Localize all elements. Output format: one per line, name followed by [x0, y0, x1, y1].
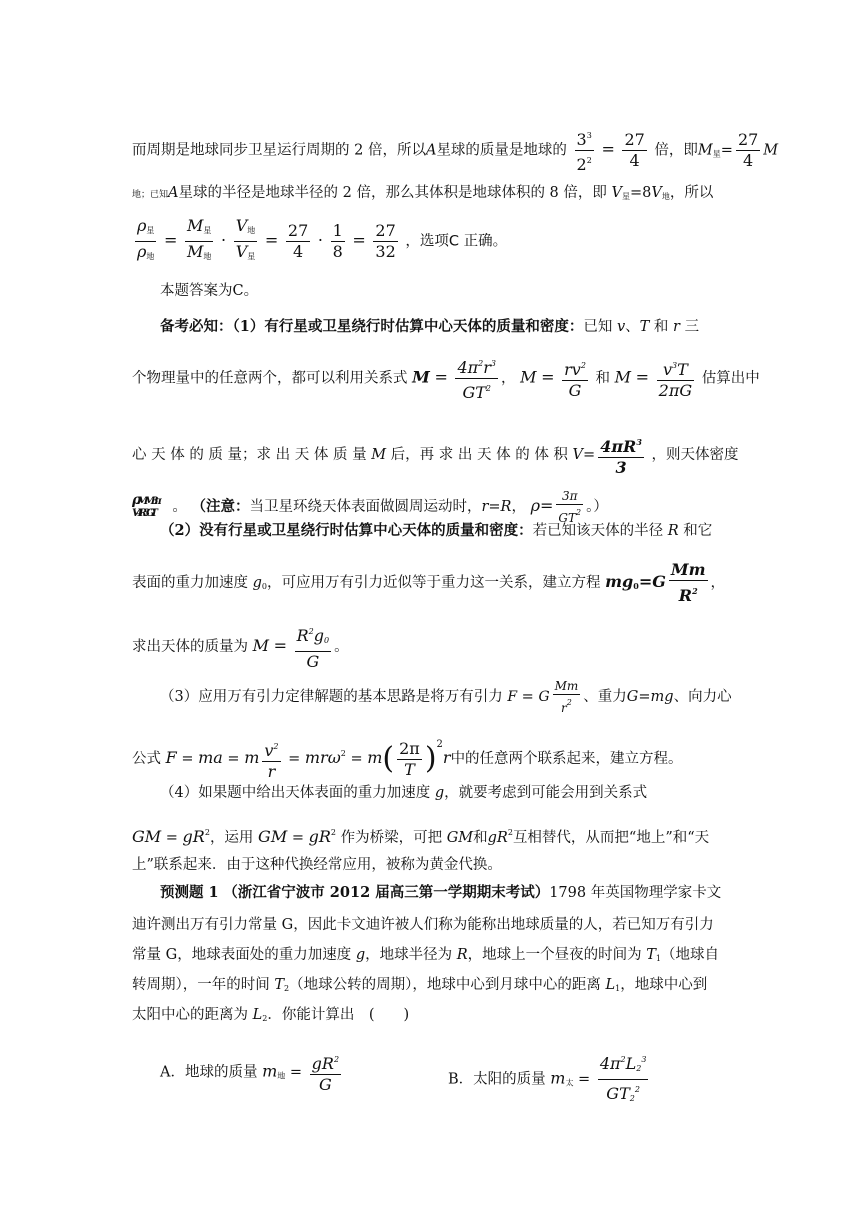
text: 心 天 体 的 质 量；求 出 天 体 质 量	[132, 447, 367, 463]
label: （注意：	[191, 498, 250, 515]
formula-fraction: $\frac{3^3}{2^2}$	[575, 126, 594, 175]
formula-fraction: $\frac{27}{32}$	[375, 221, 396, 261]
text: 上”联系起来．由于这种代换经常应用，被称为黄金代换。	[132, 857, 502, 873]
text: 迪许测出万有引力常量 G，因此卡文迪许被人们称为能称出地球质量的人，若已知万有引力	[132, 917, 714, 933]
text: 和	[595, 370, 611, 387]
text: （地球自	[661, 947, 720, 963]
text: ，运用	[209, 830, 254, 846]
text: 倍，即	[654, 142, 698, 159]
text: 和	[473, 830, 488, 846]
text: （3）应用万有引力定律解题的基本思路是将万有引力	[160, 689, 503, 705]
paragraph-line: 表面的重力加速度 $g_0$，可应用万有引力近似等于重力这一关系，建立方程 $mg_0=G$ $\frac{Mm}{R^2}$ ，	[132, 560, 726, 605]
text: （4）如果题中给出天体表面的重力加速度	[160, 785, 431, 801]
text: 当卫星环绕天体表面做圆周运动时，	[249, 499, 482, 515]
formula-fraction: $\frac{27}{4}$	[624, 130, 645, 170]
formula-fraction: $\frac{2\pi}{T}$	[399, 738, 420, 779]
text: 。）	[586, 499, 608, 515]
question-label: 预测题 1	[160, 884, 219, 901]
formula-fraction: $\frac{v^3T}{2\pi G}$	[657, 356, 694, 401]
formula-fraction: $\frac{27}{4}$	[737, 130, 759, 170]
option-b: B．太阳的质量 $m_太$ = $\frac{4\pi^2L_2^3}{GT_2^2}$	[448, 1050, 730, 1109]
text: 个物理量中的任意两个，都可以利用关系式	[132, 370, 408, 387]
formula-fraction: $\frac{3\pi}{GT^2}$	[558, 489, 582, 525]
formula-fraction: $\frac{rv^2}{G}$	[562, 356, 588, 401]
question-line	[160, 882, 730, 904]
paragraph-line: 个物理量中的任意两个，都可以利用关系式 M = $\frac{4\pi^2r^3}{GT^2}$ ， M = $\frac{rv^2}{G}$ 和 M = $\frac{v^3T}{2\pi G}$ 估算出中	[132, 354, 730, 403]
paragraph-line	[132, 854, 730, 876]
text: 公式	[132, 751, 161, 767]
formula-fraction: $\frac{R^2g_0}{G}$	[295, 622, 331, 672]
text: 、向力心	[673, 689, 732, 705]
text: 星球的质量是地球的	[436, 142, 567, 159]
heading: （2）没有行星或卫星绕行时估算中心天体的质量和密度：	[160, 522, 533, 539]
text: 互相替代，从而把“地上”和“天	[512, 830, 710, 846]
text: ，地球中心到	[620, 977, 708, 993]
paragraph-line: ρMM3π V4R3GT 。 （注意：当卫星环绕天体表面做圆周运动时，r=R， ρ= $\frac{3\pi}{GT^2}$ 。）	[132, 489, 608, 525]
text: ，可应用万有引力近似等于重力这一关系，建立方程	[267, 575, 601, 591]
answer-line	[160, 280, 730, 302]
paragraph-line: （4）如果题中给出天体表面的重力加速度 g，就要考虑到可能会用到关系式	[160, 785, 648, 801]
option-label: A．地球的质量	[160, 1064, 258, 1081]
text: 三	[684, 319, 700, 335]
question-line: 转周期），一年的时间 $T_2$（地球公转的周期），地球中心到月球中心的距离 $L_1$，地球中心到	[132, 977, 708, 993]
text: 估算出中	[701, 370, 760, 387]
text: ，则天体密度	[651, 447, 739, 463]
text: 常量 G，地球表面处的重力加速度	[132, 947, 352, 963]
formula-fraction: $\frac{\rho_星}{\rho_地}$	[137, 216, 155, 261]
text: 若已知该天体的半径	[532, 523, 664, 539]
formula-line: $\frac{\rho_星}{\rho_地}$ = $\frac{M_星}{M_地}$ · $\frac{V_地}{V_星}$ = $\frac{27}{4}$ · $\frac{1}{8}$ = $\frac{27}{32}$ ，选项C 正确。	[132, 216, 730, 267]
paragraph-line: 求出天体的质量为 M = $\frac{R^2g_0}{G}$ 。	[132, 622, 730, 672]
paragraph-line: 地；已知A星球的半径是地球半径的 2 倍，那么其体积是地球体积的 8 倍，即 $V_星=8V_地$，所以	[132, 185, 714, 201]
text: 中的任意两个联系起来，建立方程。	[450, 751, 683, 767]
paragraph-line: 心 天 体 的 质 量；求 出 天 体 质 量 M 后，再 求 出 天 体 的 体 积 V= $\frac{4\pi R^3}{3}$ ，则天体密度	[132, 432, 730, 478]
text: 表面的重力加速度	[132, 575, 248, 591]
formula-fraction: $\frac{gR^2}{G}$	[310, 1050, 341, 1095]
text: ，地球半径为	[365, 947, 453, 963]
text: 1798 年英国物理学家卡文	[549, 885, 722, 901]
formula-fraction: $\frac{27}{4}$	[287, 221, 309, 261]
text: ，地球上一个昼夜的时间为	[467, 947, 642, 963]
text: ，就要考虑到可能会用到关系式	[444, 785, 648, 801]
paragraph-line: 而周期是地球同步卫星运行周期的 2 倍，所以A星球的质量是地球的 $\frac{3^3}{2^2}$ = $\frac{27}{4}$ 倍，即$M_星=$ $\frac{27}{4}$ M	[132, 126, 730, 175]
formula-fraction: $\frac{4\pi^2r^3}{GT^2}$	[455, 354, 498, 403]
heading: （1）有行星或卫星绕行时估算中心天体的质量和密度：	[232, 318, 584, 335]
formula-fraction: $\frac{1}{8}$	[332, 221, 343, 261]
formula-fraction: $\frac{v^2}{r}$	[262, 737, 280, 782]
formula-fraction: $\frac{Mm}{R^2}$	[670, 560, 706, 605]
text: 和它	[683, 523, 713, 539]
question-source: （浙江省宁波市 2012 届高三第一学期期末考试）	[223, 884, 550, 901]
question-line: 太阳中心的距离为 $L_2$．你能计算出 ( )	[132, 1007, 410, 1023]
option-a: A．地球的质量 $m_地$ = $\frac{gR^2}{G}$	[160, 1050, 730, 1095]
text: 后，再 求 出 天 体 的 体 积	[390, 447, 568, 463]
formula-fraction: $\frac{M_星}{M_地}$	[187, 216, 212, 261]
text: 已知	[583, 319, 613, 335]
text: 本题答案为C。	[160, 283, 259, 299]
question-line	[132, 914, 730, 936]
text: 地；已知	[132, 190, 169, 200]
text: 求出天体的质量为	[132, 639, 248, 655]
text: （地球公转的周期），地球中心到月球中心的距离	[289, 977, 601, 993]
text: 太阳中心的距离为	[132, 1007, 248, 1023]
paragraph-line: 公式 F = ma = m $\frac{v^2}{r}$ = mrω$^2$ = m( $\frac{2\pi}{T}$ )$^2$r中的任意两个联系起来，建立方程。	[132, 738, 683, 781]
paragraph-line: 备考必知：（1）有行星或卫星绕行时估算中心天体的质量和密度：已知 v、T 和 r 三	[160, 318, 700, 335]
text: 转周期），一年的时间	[132, 977, 270, 993]
overlapped-formula: ρMM3π V4R3GT	[132, 492, 158, 519]
question-line: 常量 G，地球表面处的重力加速度 g，地球半径为 R，地球上一个昼夜的时间为 $T_1$（地球自	[132, 947, 720, 963]
label: 备考必知：	[160, 318, 233, 335]
text: ，选项C 正确。	[405, 233, 508, 250]
paragraph-line: GM = $gR^2$，运用 GM = $gR^2$ 作为桥梁，可把 GM和$gR^2$互相替代，从而把“地上”和“天	[132, 827, 710, 846]
text: ．你能计算出 ( )	[267, 1007, 410, 1023]
formula-fraction: $\frac{4\pi R^3}{3}$	[598, 432, 644, 478]
text: 星球的半径是地球半径的 2 倍，那么其体积是地球体积的 8 倍，即	[178, 185, 607, 201]
formula-fraction: $\frac{4\pi^2L_2^3}{GT_2^2}$	[598, 1050, 649, 1109]
formula-fraction: $\frac{Mm}{r^2}$	[554, 679, 579, 715]
formula-fraction: $\frac{V_地}{V_星}$	[235, 216, 256, 261]
paragraph-line: （3）应用万有引力定律解题的基本思路是将万有引力 F = G $\frac{Mm}{r^2}$ 、重力G=mg、向力心	[160, 679, 732, 715]
text: 、重力	[583, 689, 627, 705]
text: 作为桥梁，可把	[340, 830, 443, 846]
paragraph-line: （2）没有行星或卫星绕行时估算中心天体的质量和密度：若已知该天体的半径 R 和它	[160, 522, 713, 539]
text: ，所以	[669, 185, 714, 201]
option-label: B．太阳的质量	[448, 1071, 546, 1088]
text: 而周期是地球同步卫星运行周期的 2 倍，所以	[132, 142, 426, 159]
